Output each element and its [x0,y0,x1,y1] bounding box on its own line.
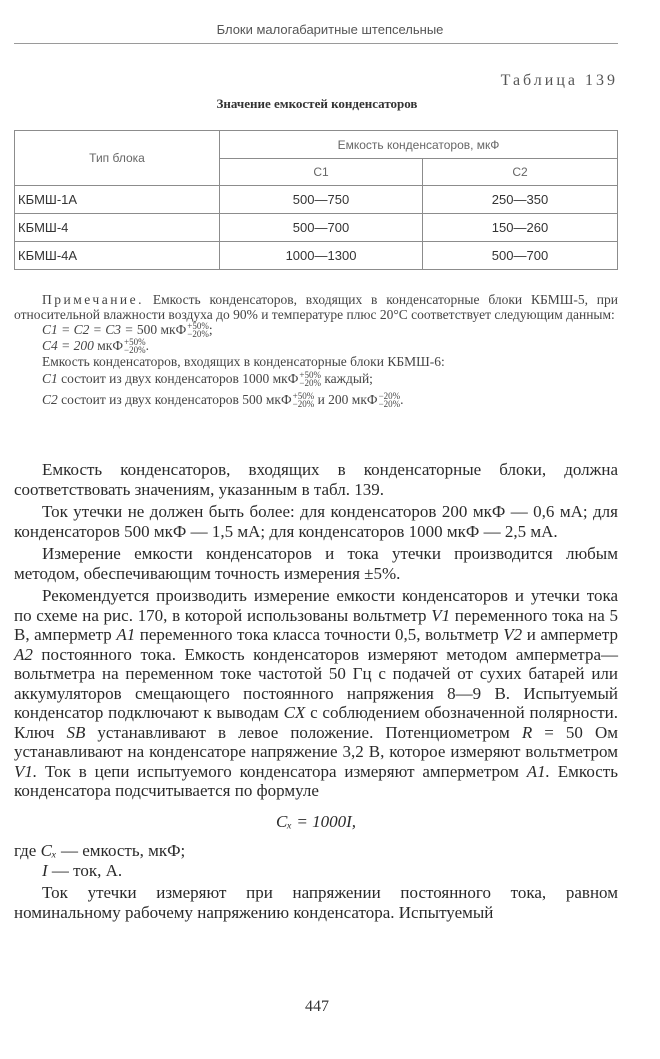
tol-minus-only: −20% [378,391,401,401]
tolerance-f1 [187,322,209,338]
cell-c1: 500—750 [220,186,423,214]
note-kbmsh6: Емкость конденсаторов, входящих в конденсаторные блоки КБМШ-6: [42,354,445,369]
c1-text-end: каждый; [324,371,373,386]
symbol-cx: Cₓ [40,841,57,860]
c1-label: C1 [42,371,58,386]
cell-c2: 500—700 [423,242,618,270]
where-line-1 [14,841,618,861]
note-c2-line [14,392,618,408]
text-run: Ток в цепи испытуемого конденсатора измеряют амперметром [37,761,527,781]
paragraph: Емкость конденсаторов, входящих в конденсаторные блоки, должна соответствовать значениям, указанным в табл. 139. [14,460,618,499]
text-run: и амперметр [522,625,618,644]
text-run: переменного тока на 5 В, амперметр [14,605,618,644]
symbol-i: I [42,860,48,880]
note-c1-line [14,371,618,387]
symbol-a2: A2 [14,644,33,664]
header-rule [14,43,618,44]
symbol-cx: CX [283,703,306,722]
c2-text-mid: и 200 мкФ [317,392,378,407]
formula-1-lhs: C1 = C2 = C3 = [42,322,134,337]
table-title: Значение емкостей конденсаторов [216,96,418,111]
note-formula-2 [14,338,618,354]
tol-minus: −20% [292,399,315,409]
c1-text: состоит из двух конденсаторов 1000 мкФ [61,371,299,386]
note-intro-text: Емкость конденсаторов, входящих в конденсаторные блоки КБМШ-5, при относительной влажности воздуха до 90% и температуре плюс 20°С соответствует следующим данным: [14,292,618,322]
tol-plus: +50% [124,337,146,347]
paragraph-measurement [14,586,618,801]
cell-type: КБМШ-4 [15,214,220,242]
symbol-v2: V2 [503,625,523,644]
cell-type: КБМШ-4А [15,242,220,270]
c2-label: C2 [42,392,58,407]
cell-c2: 150—260 [423,214,618,242]
symbol-a1: A1. [526,761,550,781]
tol-minus: −20% [187,329,209,339]
formula: Cₓ = 1000I, [275,811,357,831]
tol-minus: −20% [124,345,146,355]
text-run: где [14,841,41,860]
formula-1-end: ; [208,322,213,337]
note-formula-1 [14,322,618,338]
symbol-sb: SB [66,722,86,742]
where-line-2 [14,861,618,881]
text-run: — ток, А. [47,860,123,880]
c2-end: . [400,392,404,407]
paragraph: Ток утечки измеряют при напряжении постоянного тока, равном номинальному рабочему напряжению конденсатора. Испытуемый [14,883,618,922]
table-note [14,292,618,408]
running-title: Блоки малогабаритные штепсельные [216,22,444,37]
symbol-v1: V1. [14,761,38,781]
cell-c1: 1000—1300 [220,242,423,270]
cell-c1: 500—700 [220,214,423,242]
col-header-c2: С2 [423,159,618,186]
note-heading: Примечание. [42,292,145,307]
table-label: Таблица 139 [500,72,618,89]
cell-type: КБМШ-1А [15,186,220,214]
cell-c2: 250—350 [423,186,618,214]
body-text [14,460,618,925]
paragraph: Ток утечки не должен быть более: для конденсаторов 200 мкФ — 0,6 мА; для конденсаторов 500 мкФ — 1,5 мА; для конденсаторов 1000 мкФ — 2,5 мА. [14,502,618,541]
text-run: Емкость конденсатора подсчитывается по формуле [14,761,618,800]
tol-minus: −20% [299,378,321,388]
symbol-v1: V1 [431,605,451,625]
tol-plus: +50% [187,321,209,331]
text-run: постоянного тока. Емкость конденсаторов измеряют методом амперметра—вольтметра на переменном токе частотой 50 Гц с подачей от сухих батарей или аккумуляторов смещающего постоянного напряжения 8—9 В. Испытуемый конденсатор подключают к выводам [14,644,618,722]
text-run: — емкость, мкФ; [56,841,186,860]
text-run: устанавливают в левое положение. Потенциометром [85,722,522,742]
note-intro [14,292,618,322]
formula-2-lhs: C4 = 200 [42,338,94,353]
text-run: = 50 Ом устанавливают на конденсаторе напряжение 3,2 В, которое измеряют вольтметром [14,722,618,761]
page-number: 447 [305,998,329,1015]
formula-1-value: 500 [136,322,158,337]
col-header-c1: С1 [220,159,423,186]
text-run: Рекомендуется производить измерение емкости конденсаторов и утечки тока по схеме на рис. 170, в которой использованы вольтметр [14,586,618,625]
table-row [15,242,618,270]
text-run: переменного тока класса точности 0,5, вольтметр [135,625,504,644]
tolerance-c2b [378,391,404,409]
col-header-type: Тип блока [15,131,220,186]
tol-plus: +50% [299,370,321,380]
formula-1-unit: мкФ [160,322,187,337]
tolerance-c1 [299,371,321,387]
table-row [15,186,618,214]
table-row [15,214,618,242]
formula-2-end: . [145,338,149,353]
tolerance-f2 [124,338,146,354]
c2-text: состоит из двух конденсаторов 500 мкФ [61,392,292,407]
formula-2-unit: мкФ [97,338,124,353]
symbol-r: R [521,722,533,742]
tolerance-c2a [293,392,315,408]
tol-minus: −20% [378,399,401,409]
text-run: с соблюдением обозначенной полярности. Ключ [14,703,618,742]
paragraph: Измерение емкости конденсаторов и тока утечки производится любым методом, обеспечивающим точность измерения ±5%. [14,544,618,583]
tol-plus: +50% [292,391,315,401]
col-header-capacity: Емкость конденсаторов, мкФ [220,131,618,159]
capacitance-table [14,130,618,270]
symbol-a1: A1 [116,625,136,644]
